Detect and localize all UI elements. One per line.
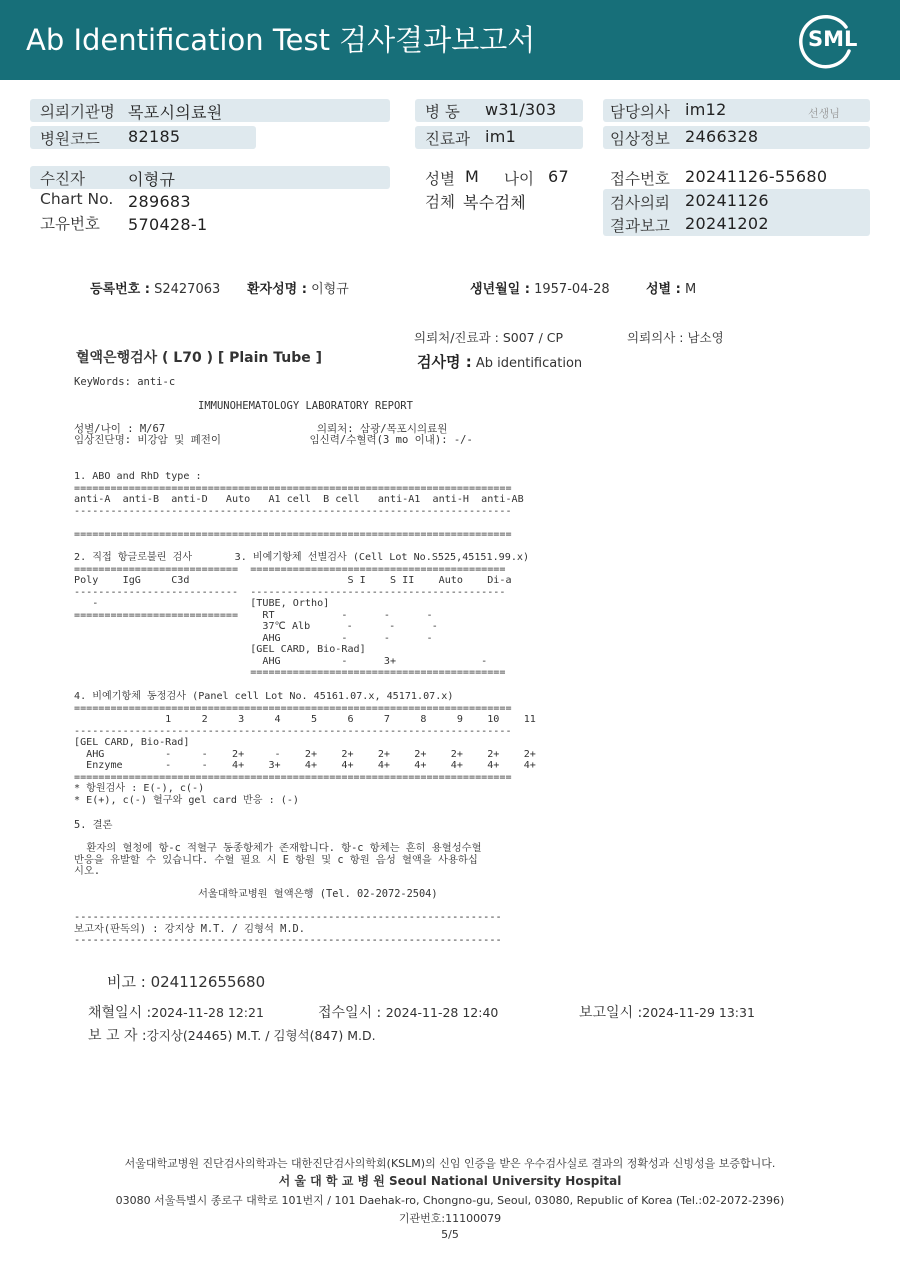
doctor-suffix: 선생님 — [808, 107, 840, 120]
logo-text: SML — [808, 27, 858, 51]
receive-time-value: 2024-11-28 12:40 — [385, 1005, 499, 1020]
reg-no — [90, 278, 220, 297]
institution-label: 의뢰기관명 — [40, 103, 115, 121]
dept-value: im1 — [485, 127, 517, 146]
report-date-value: 20241202 — [685, 214, 769, 233]
note-value: 024112655680 — [150, 973, 266, 991]
unique-no-label: 고유번호 — [40, 215, 100, 233]
report-sex-value: M — [684, 282, 697, 297]
sex-label: 성별 — [425, 170, 455, 188]
antiglobulin-screening-section: 2. 직접 항글로불린 검사 3. 비예기항체 선별검사 (Cell Lot No.S525,45151.99.x) =========================== ========================================== Poly IgG C3d S I S II Auto Di-a --------------------------- ------------------------------------------ - [TUBE, Ortho] =========================== RT - - - 37℃ Alb - - - AHG - - - [GEL CARD, Bio-Rad] AHG - 3+ - ========================================== — [74, 552, 530, 678]
test-name — [417, 351, 582, 372]
hospital-code-label: 병원코드 — [40, 130, 100, 148]
report-sex-label: 성별 : — [646, 282, 681, 297]
request-label: 검사의뢰 — [610, 194, 670, 212]
patient-name-value: 이형규 — [311, 282, 349, 297]
page-number: 5/5 — [441, 1228, 459, 1241]
hospital-code-value: 82185 — [128, 127, 181, 146]
test-title: 혈액은행검사 ( L70 ) [ Plain Tube ] — [76, 350, 323, 366]
age-value: 67 — [548, 167, 569, 186]
institution-number: 기관번호:11100079 — [398, 1212, 502, 1225]
test-name-label: 검사명 : — [417, 353, 472, 371]
specimen-value: 복수검체 — [463, 193, 527, 212]
page-title: Ab Identification Test 검사결과보고서 — [26, 23, 536, 57]
note-label: 비고 : — [107, 973, 146, 991]
report-time-label: 보고일시 : — [579, 1005, 643, 1021]
report-date-label: 결과보고 — [610, 217, 670, 235]
antibody-identification-section: 4. 비예기항체 동정검사 (Panel cell Lot No. 45161.07.x, 45171.07.x) ======================================================================== 1 2 3 4 5 6 7 8 9 10 11 ------------------------------------------------------------------------ [GEL CARD, Bio-Rad] AHG - - 2+ - 2+ 2+ 2+ 2+ 2+ 2+ 2+ Enzyme - - 4+ 3+ 4+ 4+ 4+ 4+ 4+ 4+ 4+ ======================================================================== * 항원검사 : E(-), c(-) * E(+), c(-) 혈구와 gel card 반응 : (-) — [74, 691, 536, 806]
collect-time — [88, 1002, 264, 1022]
receive-time-label: 접수일시 : — [318, 1005, 382, 1021]
note — [107, 971, 265, 992]
report-time — [579, 1002, 755, 1022]
report-time-value: 2024-11-29 13:31 — [642, 1005, 755, 1020]
req-doctor: 의뢰의사 : 남소영 — [627, 330, 724, 345]
ward-label: 병 동 — [425, 103, 460, 121]
clinical-label: 임상정보 — [610, 130, 670, 148]
patient-value: 이형규 — [128, 170, 176, 189]
dept-label: 진료과 — [425, 130, 470, 148]
collect-time-value: 2024-11-28 12:21 — [151, 1005, 264, 1020]
doctor-label: 담당의사 — [610, 103, 670, 121]
ward-value: w31/303 — [485, 100, 557, 119]
patient-name — [247, 278, 349, 297]
birth-date-label: 생년월일 : — [470, 282, 530, 297]
keywords: KeyWords: anti-c — [74, 376, 176, 388]
lab-report-title: IMMUNOHEMATOLOGY LABORATORY REPORT — [198, 400, 413, 412]
request-value: 20241126 — [685, 191, 769, 210]
clinical-value: 2466328 — [685, 127, 759, 146]
reg-no-value: S2427063 — [154, 282, 221, 297]
unique-no-value: 570428-1 — [128, 215, 208, 234]
chart-value: 289683 — [128, 192, 191, 211]
birth-date-value: 1957-04-28 — [534, 282, 610, 297]
patient-label: 수진자 — [40, 170, 85, 188]
reg-no-label: 등록번호 : — [90, 282, 150, 297]
doctor-value: im12 — [685, 100, 727, 119]
specimen-label: 검체 — [425, 193, 455, 211]
hospital-address: 03080 서울특별시 종로구 대학로 101번지 / 101 Daehak-ro, Chongno-gu, Seoul, 03080, Republic of Korea (Tel.:02-2072-2396) — [115, 1194, 785, 1207]
header-bar — [0, 0, 900, 80]
chart-label: Chart No. — [40, 190, 114, 208]
receipt-label: 접수번호 — [610, 170, 670, 188]
certification-text: 서울대학교병원 진단검사의학과는 대한진단검사의학회(KSLM)의 신임 인증을 받은 우수검사실로 결과의 정확성과 신빙성을 보증합니다. — [124, 1157, 776, 1170]
hospital-name: 서 울 대 학 교 병 원 Seoul National University Hospital — [278, 1174, 622, 1188]
patient-line-2: 임상진단명: 비강암 및 폐전이 임신력/수혈력(3 mo 이내): -/- — [74, 434, 473, 446]
reporter — [88, 1025, 376, 1045]
receipt-value: 20241126-55680 — [685, 167, 828, 186]
birth-date — [470, 278, 610, 297]
institution-value: 목포시의료원 — [128, 103, 223, 122]
reporter-label: 보 고 자 : — [88, 1028, 147, 1044]
test-name-value: Ab identification — [475, 356, 583, 371]
report-sex — [646, 278, 696, 297]
collect-time-label: 채혈일시 : — [88, 1005, 152, 1021]
age-label: 나이 — [504, 170, 534, 188]
conclusion-section: 5. 결론 환자의 혈청에 항-c 적혈구 동종항체가 존재합니다. 항-c 항체는 흔히 용혈성수혈 반응을 유발할 수 있습니다. 수혈 필요 시 E 항원 및 c 항원 음성 혈액을 사용하십 시오. 서울대학교병원 혈액은행 (Tel. 02-2072-2504) --------------------------------------------------------------------- 보고자(판독의) : 강지상 M.T. / 김형석 M.D. --------------------------------------------------------------------- — [74, 819, 502, 946]
receive-time — [318, 1002, 498, 1022]
patient-name-label: 환자성명 : — [247, 282, 307, 297]
patient-line-1: 성별/나이 : M/67 의뢰처: 삼광/목포시의료원 — [74, 423, 448, 435]
abo-rhd-section: 1. ABO and RhD type : ======================================================================== anti-A anti-B anti-D Auto A1 cell B cell anti-A1 anti-H anti-AB ------------------------------------------------------------------------ ======================================================================== — [74, 471, 524, 540]
reporter-value: 강지상(24465) M.T. / 김형석(847) M.D. — [146, 1028, 376, 1043]
sex-value: M — [465, 167, 480, 186]
req-dept: 의뢰처/진료과 : S007 / CP — [414, 330, 564, 345]
